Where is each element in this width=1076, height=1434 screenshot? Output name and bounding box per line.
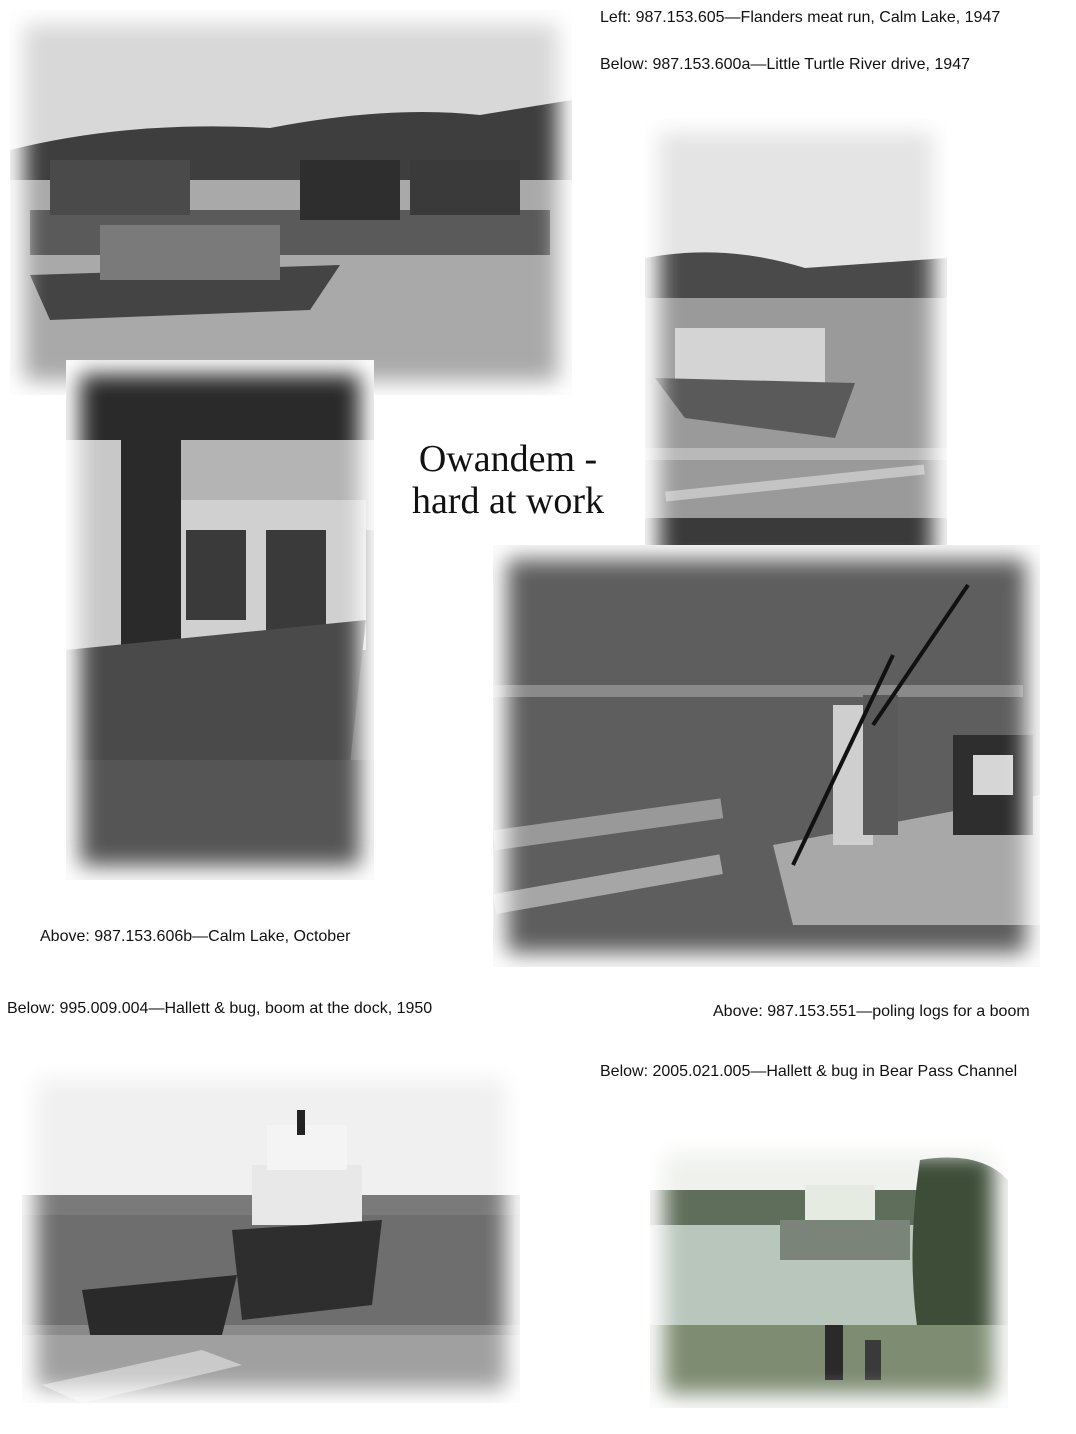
page-title [378, 438, 638, 522]
photo-flanders-meat-run [10, 10, 572, 395]
title-line-1: Owandem - [418, 438, 598, 480]
photo-little-turtle-river-drive [645, 118, 947, 580]
photo-bear-pass-channel [650, 1140, 1008, 1408]
caption-poling-logs: Above: 987.153.551—poling logs for a boom [713, 1003, 1030, 1020]
caption-flanders-meat-run: Left: 987.153.605—Flanders meat run, Calm Lake, 1947 [600, 9, 1001, 26]
photo-poling-logs [493, 545, 1040, 967]
photo-calm-lake-october [66, 360, 374, 880]
title-line-2: hard at work [411, 480, 605, 522]
caption-calm-lake-october: Above: 987.153.606b—Calm Lake, October [40, 928, 351, 945]
photo-hallett-bug-dock [22, 1065, 520, 1403]
caption-bear-pass: Below: 2005.021.005—Hallett & bug in Bear Pass Channel [600, 1063, 1018, 1080]
caption-hallett-dock: Below: 995.009.004—Hallett & bug, boom at the dock, 1950 [7, 1000, 433, 1017]
caption-little-turtle-river: Below: 987.153.600a—Little Turtle River drive, 1947 [600, 56, 970, 73]
